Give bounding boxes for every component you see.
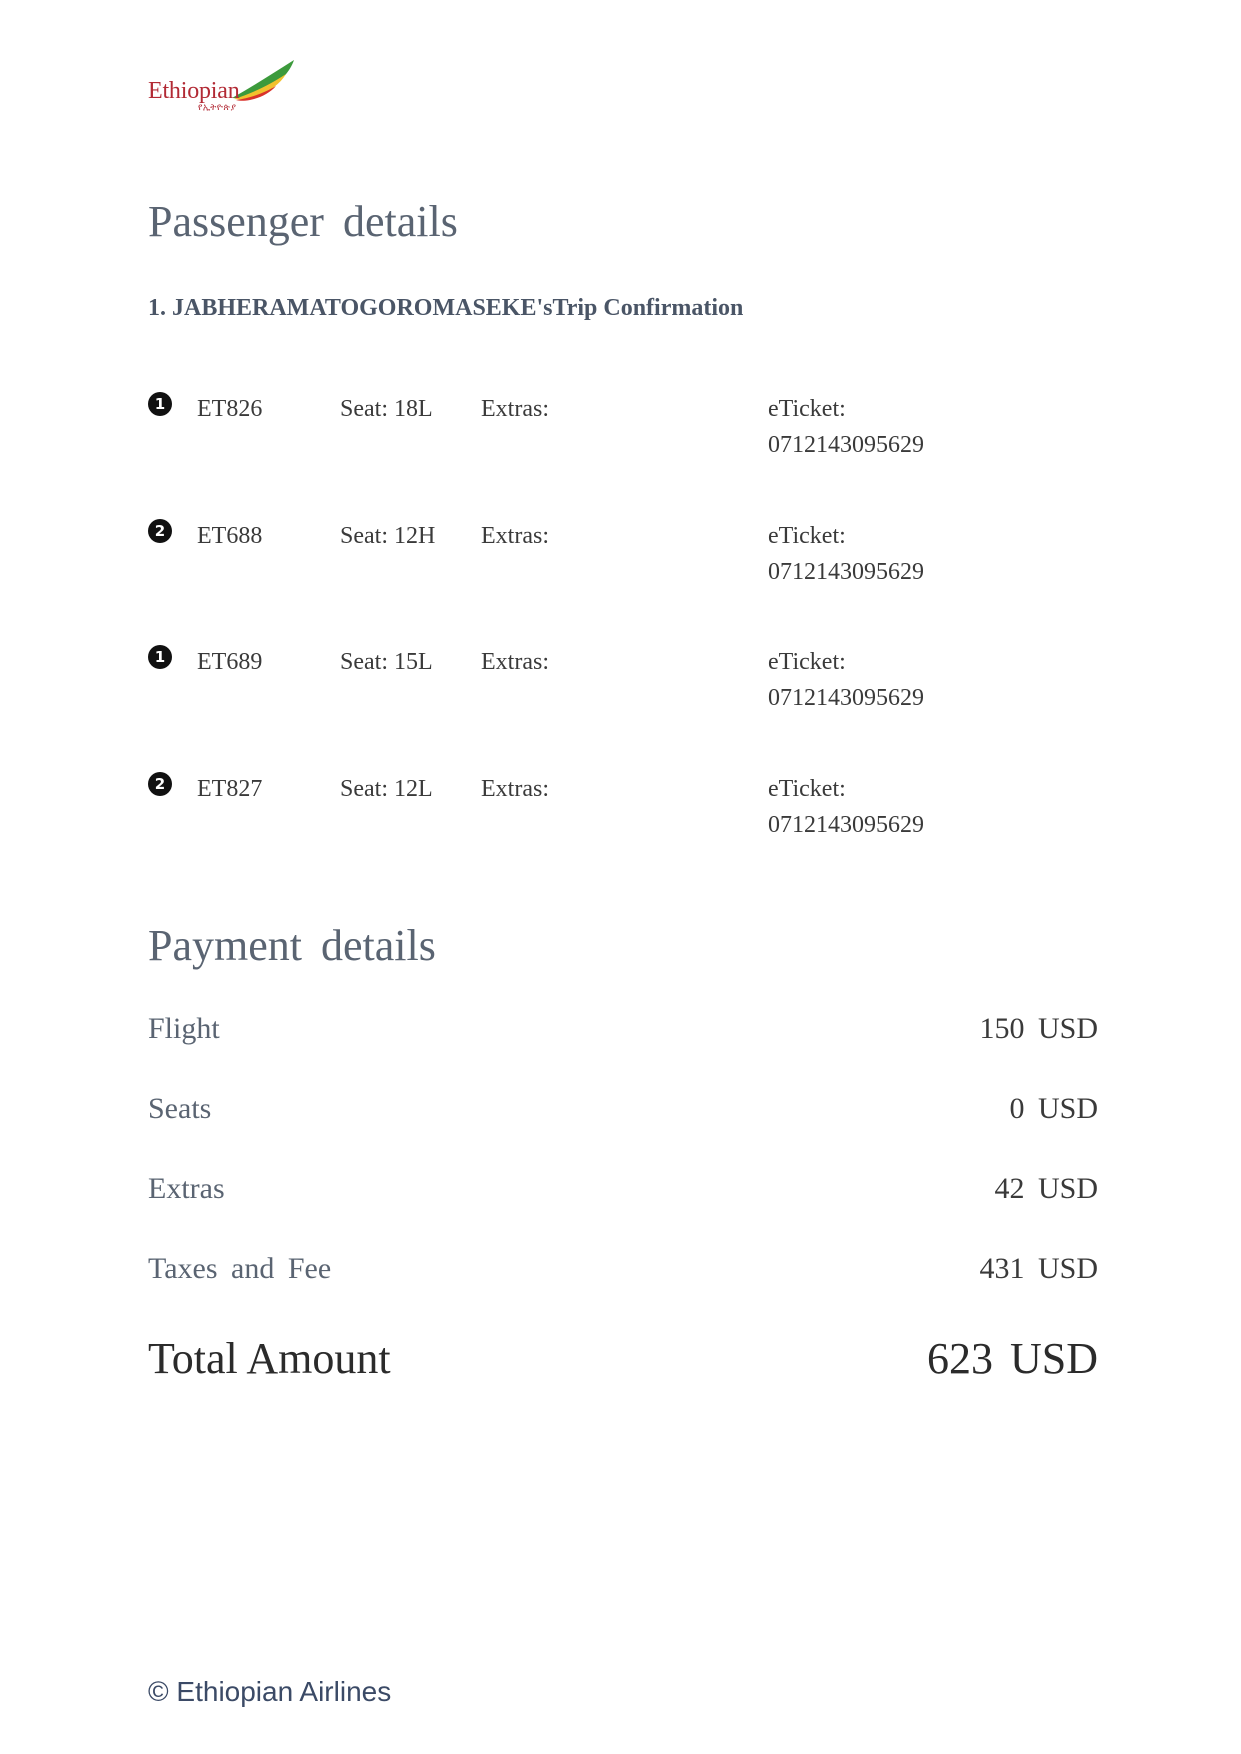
payment-line-label: Seats [148,1092,212,1125]
eticket-number: 0712143095629 [768,432,924,458]
extras-label: Extras: [481,523,549,549]
seat-assignment: Seat: 12L [340,776,433,802]
total-amount-value: 623 USD [926,1334,1098,1383]
payment-line-taxes [148,1252,1098,1292]
segment-number-badge: 1 [148,645,172,669]
seat-assignment: Seat: 12H [340,523,436,549]
payment-line-label: Taxes and Fee [148,1252,332,1285]
extras-label: Extras: [481,396,549,422]
payment-line-seats [148,1092,1098,1132]
ethiopian-airlines-logo [148,58,298,122]
extras-label: Extras: [481,649,549,675]
payment-details-heading: Payment details [148,921,436,970]
flight-number: ET827 [197,776,263,802]
segment-number-badge: 2 [148,772,172,796]
flight-number: ET826 [197,396,263,422]
payment-line-flight [148,1012,1098,1052]
seat-assignment: Seat: 15L [340,649,433,675]
trip-confirmation-title: 1. JABHERAMATOGOROMASEKE'sTrip Confirmation [148,295,744,321]
flight-row [148,392,1048,482]
flight-row [148,645,1048,735]
eticket-number: 0712143095629 [768,812,924,838]
payment-line-label: Flight [148,1012,220,1045]
eticket-label: eTicket: [768,523,846,549]
logo-wordmark: Ethiopian [148,78,240,104]
eticket-label: eTicket: [768,649,846,675]
extras-label: Extras: [481,776,549,802]
flight-number: ET688 [197,523,263,549]
passenger-details-heading: Passenger details [148,197,458,246]
eticket-number: 0712143095629 [768,685,924,711]
footer-copyright: © Ethiopian Airlines [148,1676,392,1707]
payment-line-amount: 431 USD [979,1252,1098,1285]
payment-line-amount: 42 USD [994,1172,1098,1205]
eticket-label: eTicket: [768,396,846,422]
payment-line-extras [148,1172,1098,1212]
flight-row [148,519,1048,609]
payment-line-amount: 150 USD [979,1012,1098,1045]
payment-line-amount: 0 USD [1009,1092,1098,1125]
total-amount-row [148,1333,1098,1393]
total-amount-label: Total Amount [148,1334,391,1383]
payment-line-label: Extras [148,1172,225,1205]
logo-amharic-wordmark: የኢትዮጵያ [198,103,237,113]
eticket-label: eTicket: [768,776,846,802]
flight-row [148,772,1048,862]
segment-number-badge: 2 [148,519,172,543]
flight-number: ET689 [197,649,263,675]
seat-assignment: Seat: 18L [340,396,433,422]
eticket-number: 0712143095629 [768,559,924,585]
segment-number-badge: 1 [148,392,172,416]
trip-confirmation-page [148,0,1098,1754]
